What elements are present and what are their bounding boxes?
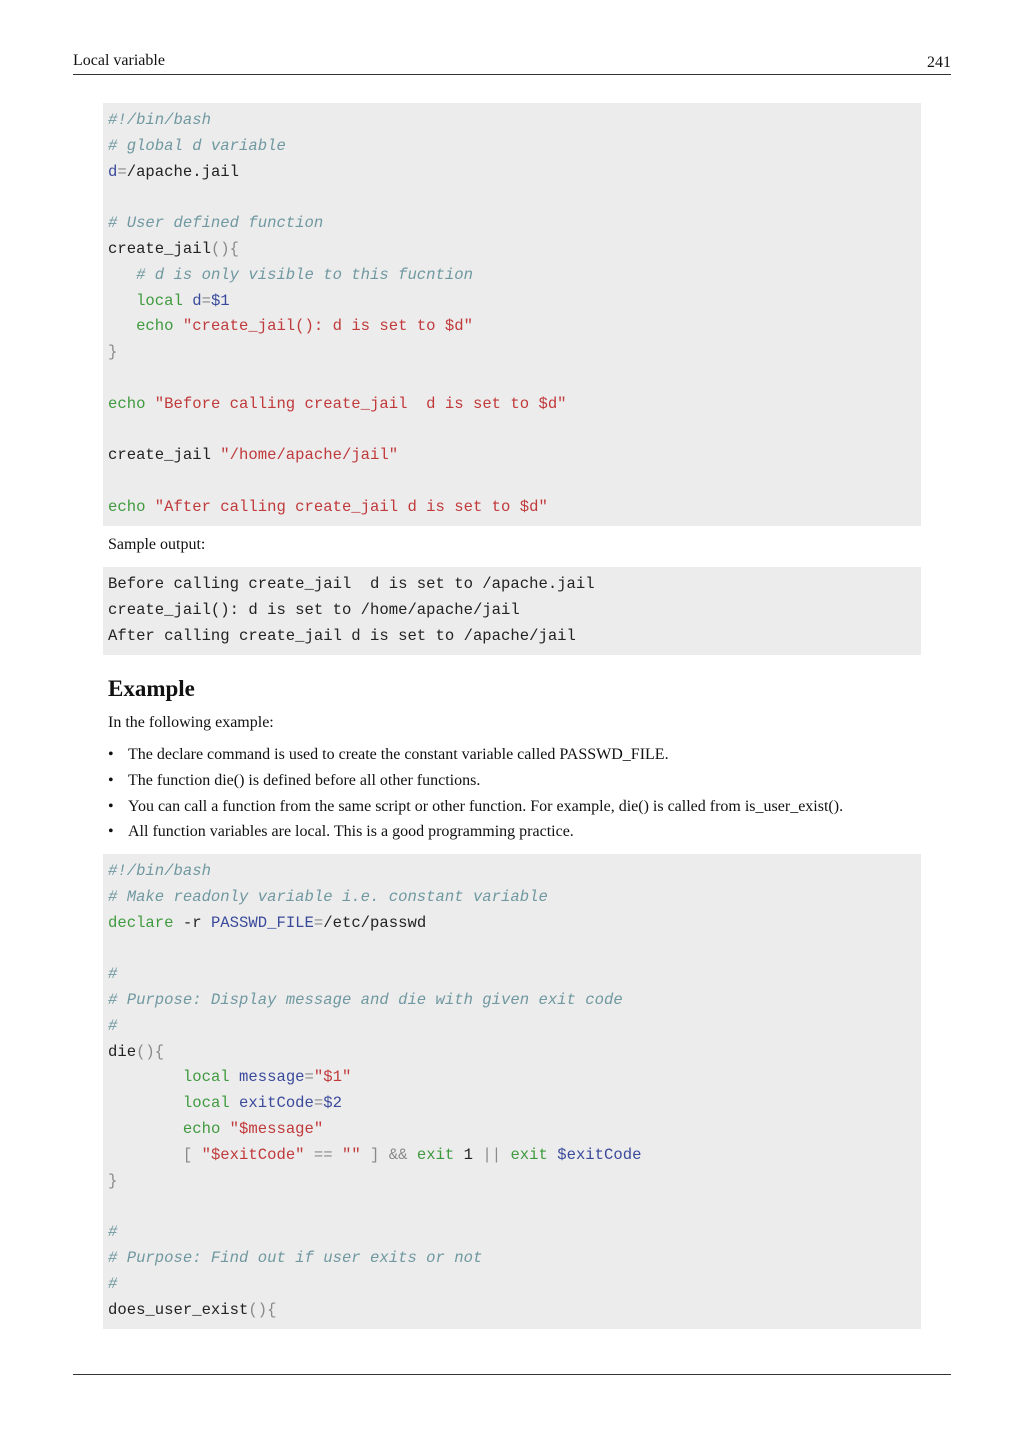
code-line: does_user_exist(){ xyxy=(108,1300,277,1319)
code-line: echo "After calling create_jail d is set to $d" xyxy=(108,497,548,516)
code-line: create_jail "/home/apache/jail" xyxy=(108,446,399,465)
intro-paragraph: In the following example: xyxy=(108,714,274,731)
code-block-example-script xyxy=(103,854,921,1329)
code-line: create_jail(): d is set to /home/apache/jail xyxy=(108,600,520,619)
page-header xyxy=(73,52,951,75)
code-line: local message="$1" xyxy=(182,1068,352,1087)
bullet-marker: • xyxy=(108,823,114,841)
code-line: d=/apache.jail xyxy=(108,162,240,181)
code-line: echo "Before calling create_jail d is set to $d" xyxy=(108,394,567,413)
code-line: # xyxy=(108,1274,118,1293)
code-line xyxy=(108,366,921,392)
code-line: # d is only visible to this fucntion xyxy=(136,265,473,284)
list-item xyxy=(108,770,843,796)
code-line: Before calling create_jail d is set to /apache.jail xyxy=(108,575,595,593)
code-line: echo "create_jail(): d is set to $d" xyxy=(136,317,473,336)
list-item xyxy=(108,796,843,822)
code-line: # xyxy=(108,1223,118,1242)
code-line: #!/bin/bash xyxy=(108,111,211,129)
bullet-marker: • xyxy=(108,746,114,763)
code-line: } xyxy=(108,1171,118,1190)
code-line: #!/bin/bash xyxy=(108,862,211,880)
list-item xyxy=(108,821,843,847)
code-line: # xyxy=(108,1016,118,1035)
code-line: After calling create_jail d is set to /apache/jail xyxy=(108,626,576,645)
code-line: # User defined function xyxy=(108,214,324,233)
code-block-sample-output xyxy=(103,567,921,655)
page-number: 241 xyxy=(927,54,951,71)
sample-output-label: Sample output: xyxy=(108,536,206,553)
code-line xyxy=(108,469,921,495)
list-item-text: All function variables are local. This is a good programming practice. xyxy=(128,823,574,841)
code-line: declare -r PASSWD_FILE=/etc/passwd xyxy=(108,913,427,932)
code-line: die(){ xyxy=(108,1042,165,1061)
code-line: local d=$1 xyxy=(136,291,230,310)
code-line: # Make readonly variable i.e. constant variable xyxy=(108,887,548,906)
code-line: create_jail(){ xyxy=(108,239,240,258)
code-line xyxy=(108,1194,921,1220)
code-line: echo "$message" xyxy=(182,1119,324,1138)
code-line: local exitCode=$2 xyxy=(182,1094,342,1113)
code-line: [ "$exitCode" == "" ] && exit 1 || exit $exitCode xyxy=(182,1145,642,1164)
footer-rule xyxy=(73,1374,951,1375)
code-line: # Purpose: Find out if user exits or not xyxy=(108,1248,483,1267)
code-line: } xyxy=(108,343,118,362)
list-item xyxy=(108,744,843,770)
bullet-list xyxy=(108,744,843,847)
code-line xyxy=(108,936,921,962)
code-line: # global d variable xyxy=(108,136,286,155)
code-line: # xyxy=(108,965,118,984)
bullet-marker: • xyxy=(108,771,114,789)
section-heading: Example xyxy=(108,676,195,701)
code-block-local-variable-script xyxy=(103,103,921,526)
code-line xyxy=(108,418,921,444)
code-line: # Purpose: Display message and die with given exit code xyxy=(108,990,623,1009)
running-title: Local variable xyxy=(73,52,165,69)
list-item-text: The declare command is used to create the constant variable called PASSWD_FILE. xyxy=(128,746,669,763)
bullet-marker: • xyxy=(108,797,114,815)
code-line xyxy=(108,185,921,211)
list-item-text: You can call a function from the same script or other function. For example, die() is called from is_user_exist(). xyxy=(128,797,844,815)
list-item-text: The function die() is defined before all other functions. xyxy=(128,771,481,789)
